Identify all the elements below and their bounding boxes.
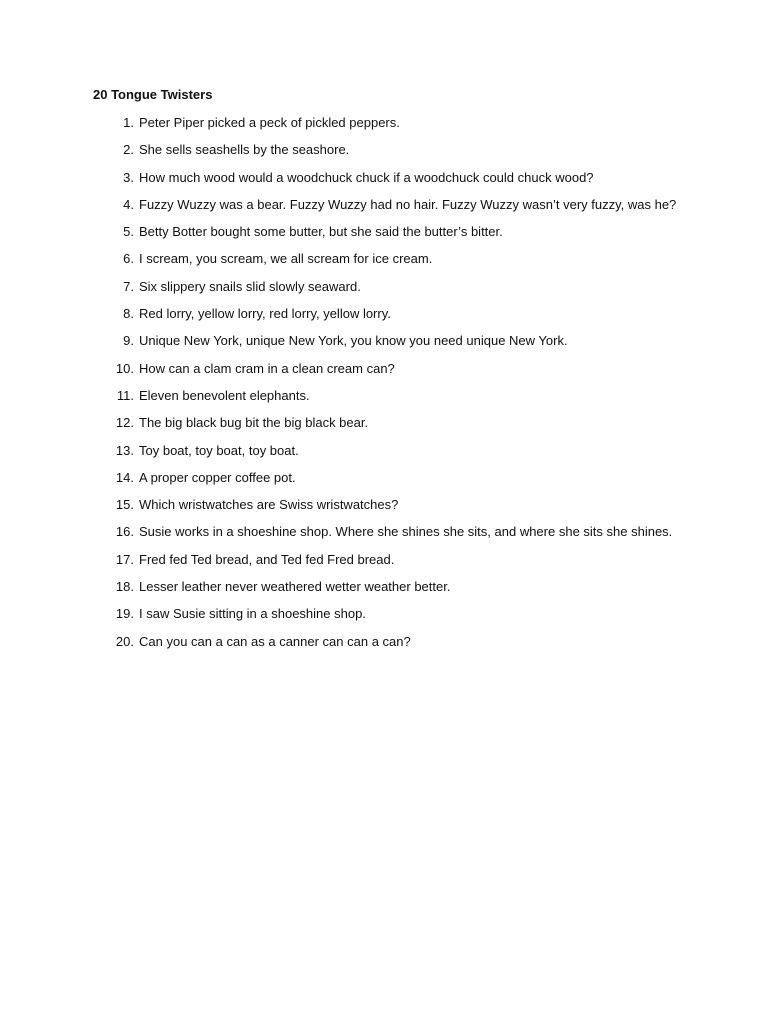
item-number: 16.	[115, 524, 134, 540]
item-number: 9.	[123, 333, 134, 349]
item-text: Lesser leather never weathered wetter weather better.	[139, 579, 451, 595]
item-number: 8.	[123, 306, 134, 322]
item-text: Toy boat, toy boat, toy boat.	[139, 442, 299, 458]
list-item	[0, 552, 768, 579]
list-item	[0, 443, 768, 470]
item-number: 14.	[115, 469, 134, 485]
item-text: Eleven benevolent elephants.	[139, 387, 310, 403]
item-text: Susie works in a shoeshine shop. Where she shines she sits, and where she sits she shines.	[139, 524, 673, 540]
list-item	[0, 606, 768, 633]
item-number: 15.	[115, 497, 134, 513]
item-number: 12.	[115, 415, 134, 431]
document-title: 20 Tongue Twisters	[93, 87, 213, 102]
item-text: Fred fed Ted bread, and Ted fed Fred bread.	[139, 551, 395, 567]
item-number: 11.	[116, 387, 134, 403]
item-text: She sells seashells by the seashore.	[139, 142, 350, 158]
item-number: 13.	[115, 442, 134, 458]
item-text: How much wood would a woodchuck chuck if a woodchuck could chuck wood?	[139, 169, 594, 185]
item-text: Betty Botter bought some butter, but she said the butter’s bitter.	[139, 224, 503, 240]
item-number: 3.	[123, 169, 134, 185]
list-item	[0, 388, 768, 415]
list-item	[0, 333, 768, 360]
list-item	[0, 279, 768, 306]
list-item	[0, 497, 768, 524]
item-number: 18.	[115, 579, 134, 595]
list-item	[0, 251, 768, 278]
list-item	[0, 361, 768, 388]
list-item	[0, 197, 768, 224]
item-number: 6.	[123, 251, 134, 267]
item-number: 10.	[115, 360, 134, 376]
item-text: Peter Piper picked a peck of pickled peppers.	[139, 115, 400, 130]
item-text: I scream, you scream, we all scream for ice cream.	[139, 251, 433, 267]
item-text: A proper copper coffee pot.	[139, 469, 296, 485]
item-text: Fuzzy Wuzzy was a bear. Fuzzy Wuzzy had no hair. Fuzzy Wuzzy wasn’t very fuzzy, was he?	[139, 196, 677, 212]
item-text: The big black bug bit the big black bear.	[139, 415, 369, 431]
item-number: 20.	[115, 633, 134, 649]
item-number: 19.	[115, 606, 134, 622]
item-text: How can a clam cram in a clean cream can?	[139, 360, 395, 376]
list-item	[0, 524, 768, 551]
item-text: Which wristwatches are Swiss wristwatches?	[139, 497, 399, 513]
item-number: 7.	[123, 278, 134, 294]
item-number: 1.	[123, 115, 134, 130]
item-text: Red lorry, yellow lorry, red lorry, yellow lorry.	[139, 306, 391, 322]
list-item	[0, 634, 768, 661]
list-item	[0, 170, 768, 197]
item-text: I saw Susie sitting in a shoeshine shop.	[139, 606, 366, 622]
list-item	[0, 115, 768, 142]
item-number: 2.	[123, 142, 134, 158]
item-number: 5.	[123, 224, 134, 240]
item-text: Can you can a can as a canner can can a can?	[139, 633, 411, 649]
list-item	[0, 415, 768, 442]
list-item	[0, 470, 768, 497]
item-number: 17.	[115, 551, 134, 567]
list-item	[0, 579, 768, 606]
list-item	[0, 142, 768, 169]
list-item	[0, 306, 768, 333]
tongue-twister-list	[0, 115, 768, 661]
item-text: Unique New York, unique New York, you know you need unique New York.	[139, 333, 568, 349]
list-item	[0, 224, 768, 251]
item-text: Six slippery snails slid slowly seaward.	[139, 278, 361, 294]
item-number: 4.	[123, 196, 134, 212]
